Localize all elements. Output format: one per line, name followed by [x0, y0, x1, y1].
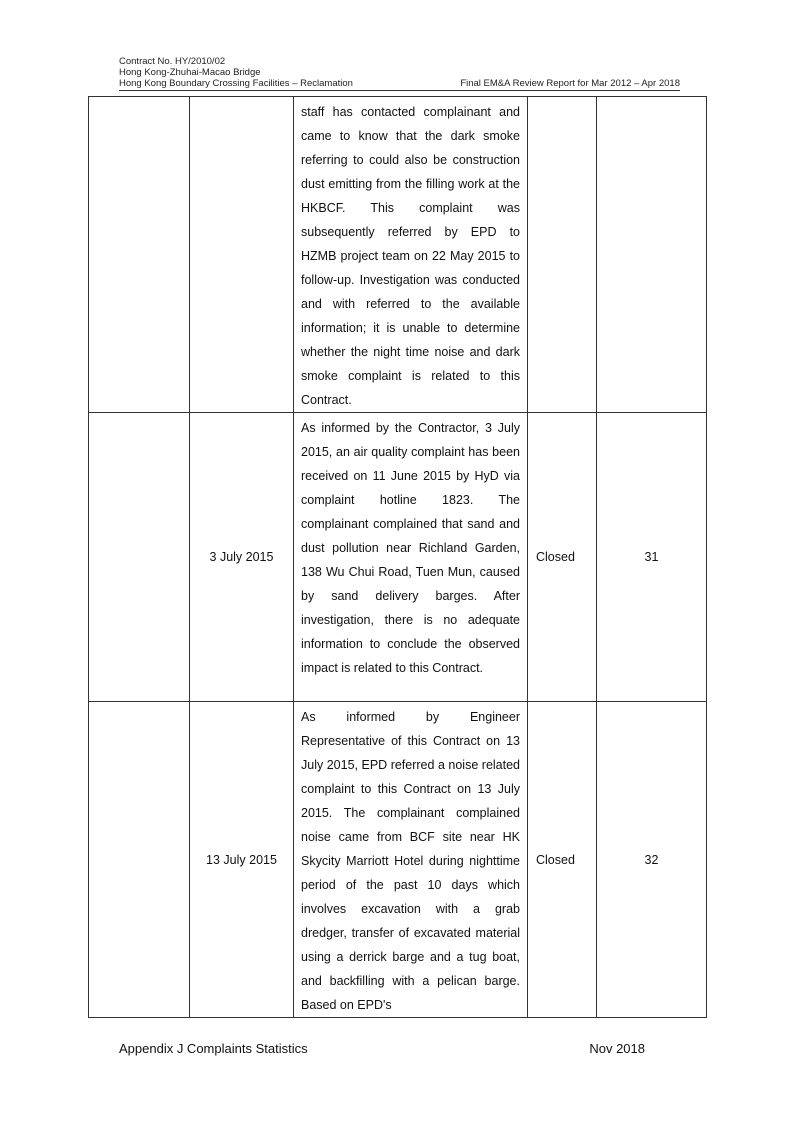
complaint-description: As informed by the Contractor, 3 July 2015, an air quality complaint has been received on 11 June 2015 by HyD via complaint hotline 1823. The complainant complained that sand and dust pollution near Richland Garden, 138 Wu Chui Road, Tuen Mun, caused by sand delivery barges. After investigation, there is no adequate information to conclude the observed impact is related to this Contract.: [301, 421, 520, 675]
table-cell-blank: [89, 97, 190, 413]
complaint-description-cell: [294, 97, 528, 413]
footer-date: Nov 2018: [589, 1041, 645, 1056]
page-footer: [119, 1041, 645, 1056]
complaints-table: [88, 96, 707, 1018]
header-line: [119, 78, 680, 91]
table-row: [89, 413, 707, 702]
table-cell-blank: [89, 413, 190, 702]
facility-name: Hong Kong Boundary Crossing Facilities – Reclamation: [119, 78, 353, 89]
complaint-number: [597, 97, 707, 413]
complaint-number: 32: [597, 702, 707, 1018]
project-name: Hong Kong-Zhuhai-Macao Bridge: [119, 67, 261, 78]
table-row: [89, 97, 707, 413]
complaint-date: 3 July 2015: [190, 413, 294, 702]
footer-appendix-title: Appendix J Complaints Statistics: [119, 1041, 308, 1056]
contract-number: Contract No. HY/2010/02: [119, 56, 226, 67]
page-header: [119, 56, 680, 91]
complaint-status: Closed: [528, 702, 597, 1018]
complaint-status: Closed: [528, 413, 597, 702]
complaint-number: 31: [597, 413, 707, 702]
complaint-status: [528, 97, 597, 413]
table-cell-blank: [89, 702, 190, 1018]
complaint-description-cell: [294, 413, 528, 702]
complaint-date: 13 July 2015: [190, 702, 294, 1018]
report-title: Final EM&A Review Report for Mar 2012 – Apr 2018: [460, 78, 680, 89]
complaint-description: staff has contacted complainant and came to know that the dark smoke referring to could also be construction dust emitting from the filling work at the HKBCF. This complaint was subsequently referred by EPD to HZMB project team on 22 May 2015 to follow-up. Investigation was conducted and with referred to the available information; it is unable to determine whether the night time noise and dark smoke complaint is related to this Contract.: [301, 105, 520, 407]
table-row: [89, 702, 707, 1018]
complaint-description: As informed by Engineer Representative of this Contract on 13 July 2015, EPD referred a noise related complaint to this Contract on 13 July 2015. The complainant complained noise came from BCF site near HK Skycity Marriott Hotel during nighttime period of the past 10 days which involves excavation with a grab dredger, transfer of excavated material using a derrick barge and a tug boat, and backfilling with a pelican barge. Based on EPD's: [301, 710, 520, 1012]
complaint-date: [190, 97, 294, 413]
complaint-description-cell: [294, 702, 528, 1018]
